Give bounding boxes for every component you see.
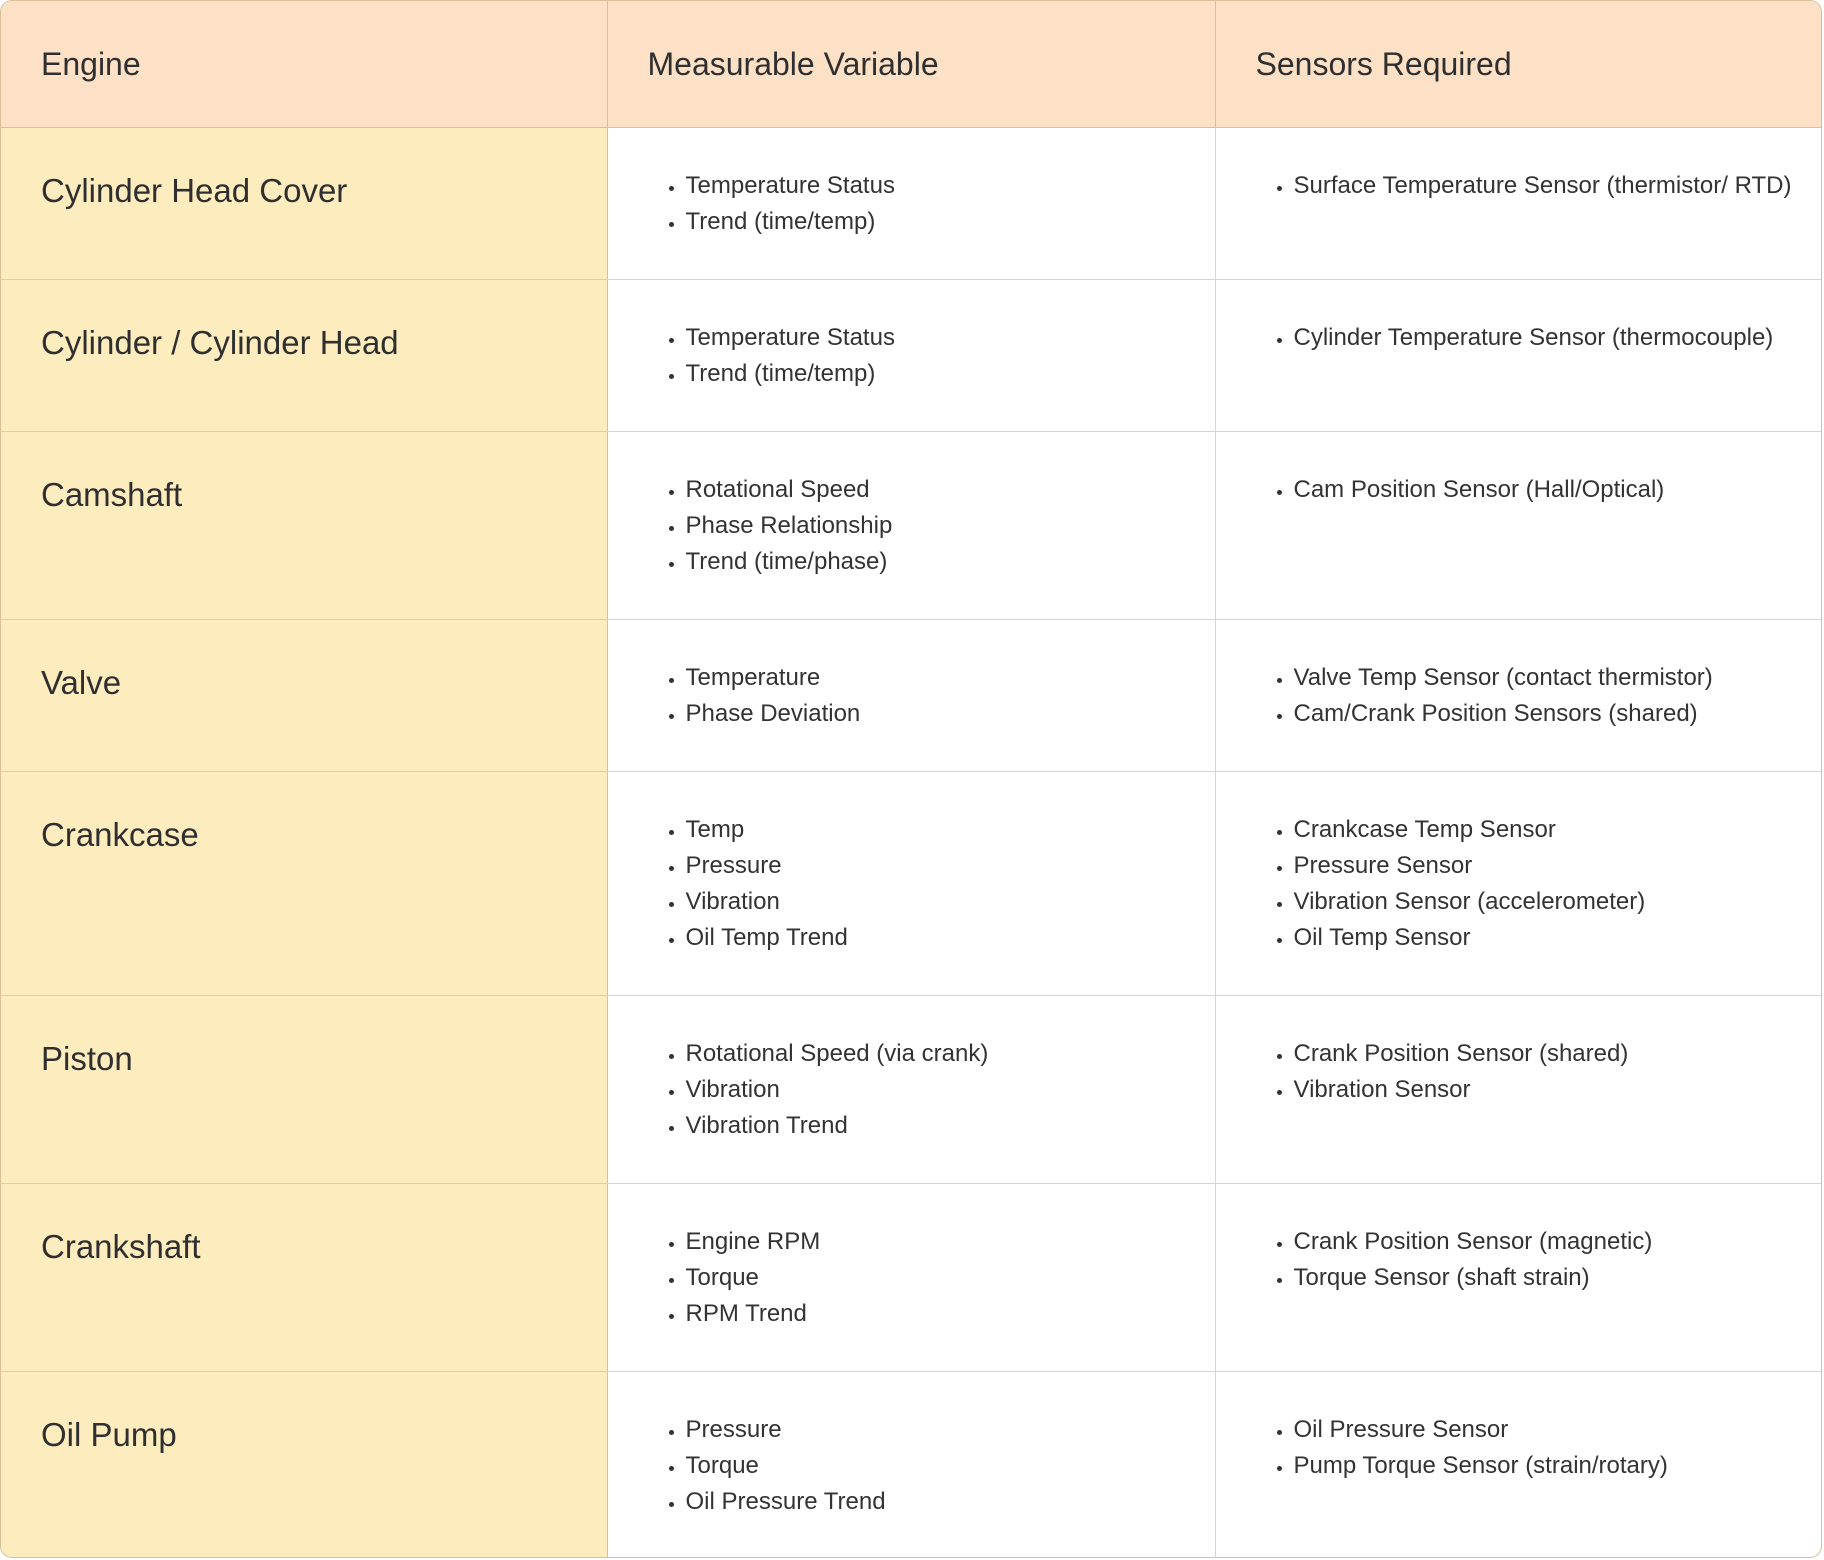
sensor-item: • Surface Temperature Sensor (thermistor/ RTD) <box>1294 168 1802 204</box>
engine-cell: Piston <box>1 996 607 1184</box>
engine-cell: Cylinder Head Cover <box>1 128 607 280</box>
variable-item: • Phase Deviation <box>686 696 1195 732</box>
sensor-item: • Cylinder Temperature Sensor (thermocouple) <box>1294 320 1802 356</box>
variable-item: • Vibration Trend <box>686 1108 1195 1144</box>
sensor-item: • Valve Temp Sensor (contact thermistor) <box>1294 660 1802 696</box>
sensor-item: • Crankcase Temp Sensor <box>1294 812 1802 848</box>
sensor-item: • Oil Temp Sensor <box>1294 920 1802 956</box>
variable-item: • Trend (time/phase) <box>686 544 1195 580</box>
table-row <box>1 432 1821 620</box>
engine-sensor-table <box>1 1 1821 1557</box>
table-row <box>1 772 1821 996</box>
sensor-item: • Vibration Sensor (accelerometer) <box>1294 884 1802 920</box>
engine-cell: Oil Pump <box>1 1372 607 1558</box>
engine-cell: Camshaft <box>1 432 607 620</box>
table-row <box>1 280 1821 432</box>
variable-item: • Temperature Status <box>686 168 1195 204</box>
variable-item: • Rotational Speed (via crank) <box>686 1036 1195 1072</box>
variable-item: • Trend (time/temp) <box>686 204 1195 240</box>
table-row <box>1 1372 1821 1558</box>
variable-item: • Oil Temp Trend <box>686 920 1195 956</box>
table-header-row <box>1 1 1821 128</box>
sensor-item: • Crank Position Sensor (magnetic) <box>1294 1224 1802 1260</box>
engine-cell: Valve <box>1 620 607 772</box>
engine-cell: Cylinder / Cylinder Head <box>1 280 607 432</box>
variables-cell <box>607 1184 1215 1372</box>
sensors-cell <box>1215 1184 1821 1372</box>
variable-item: • Torque <box>686 1448 1195 1484</box>
header-measurable-variable: Measurable Variable <box>607 1 1215 128</box>
variable-item: • Torque <box>686 1260 1195 1296</box>
table-row <box>1 620 1821 772</box>
variables-cell <box>607 280 1215 432</box>
engine-cell: Crankcase <box>1 772 607 996</box>
sensor-item: • Cam/Crank Position Sensors (shared) <box>1294 696 1802 732</box>
sensor-item: • Crank Position Sensor (shared) <box>1294 1036 1802 1072</box>
variable-item: • Pressure <box>686 848 1195 884</box>
sensors-cell <box>1215 1372 1821 1558</box>
table-row <box>1 128 1821 280</box>
variable-item: • Temperature Status <box>686 320 1195 356</box>
sensor-item: • Vibration Sensor <box>1294 1072 1802 1108</box>
variable-item: • Temperature <box>686 660 1195 696</box>
variables-cell <box>607 772 1215 996</box>
sensor-item: • Cam Position Sensor (Hall/Optical) <box>1294 472 1802 508</box>
variable-item: • Vibration <box>686 884 1195 920</box>
sensor-item: • Torque Sensor (shaft strain) <box>1294 1260 1802 1296</box>
variable-item: • RPM Trend <box>686 1296 1195 1332</box>
variable-item: • Oil Pressure Trend <box>686 1484 1195 1520</box>
sensors-cell <box>1215 280 1821 432</box>
sensors-cell <box>1215 128 1821 280</box>
sensors-cell <box>1215 620 1821 772</box>
variables-cell <box>607 432 1215 620</box>
variable-item: • Temp <box>686 812 1195 848</box>
table-row <box>1 996 1821 1184</box>
variable-item: • Engine RPM <box>686 1224 1195 1260</box>
variables-cell <box>607 1372 1215 1558</box>
sensor-item: • Pump Torque Sensor (strain/rotary) <box>1294 1448 1802 1484</box>
sensor-item: • Pressure Sensor <box>1294 848 1802 884</box>
variables-cell <box>607 620 1215 772</box>
header-engine: Engine <box>1 1 607 128</box>
variable-item: • Vibration <box>686 1072 1195 1108</box>
sensors-cell <box>1215 432 1821 620</box>
variable-item: • Pressure <box>686 1412 1195 1448</box>
variables-cell <box>607 128 1215 280</box>
variable-item: • Rotational Speed <box>686 472 1195 508</box>
sensor-item: • Oil Pressure Sensor <box>1294 1412 1802 1448</box>
header-sensors-required: Sensors Required <box>1215 1 1821 128</box>
sensors-cell <box>1215 772 1821 996</box>
table-row <box>1 1184 1821 1372</box>
engine-cell: Crankshaft <box>1 1184 607 1372</box>
variable-item: • Trend (time/temp) <box>686 356 1195 392</box>
sensors-cell <box>1215 996 1821 1184</box>
variable-item: • Phase Relationship <box>686 508 1195 544</box>
variables-cell <box>607 996 1215 1184</box>
